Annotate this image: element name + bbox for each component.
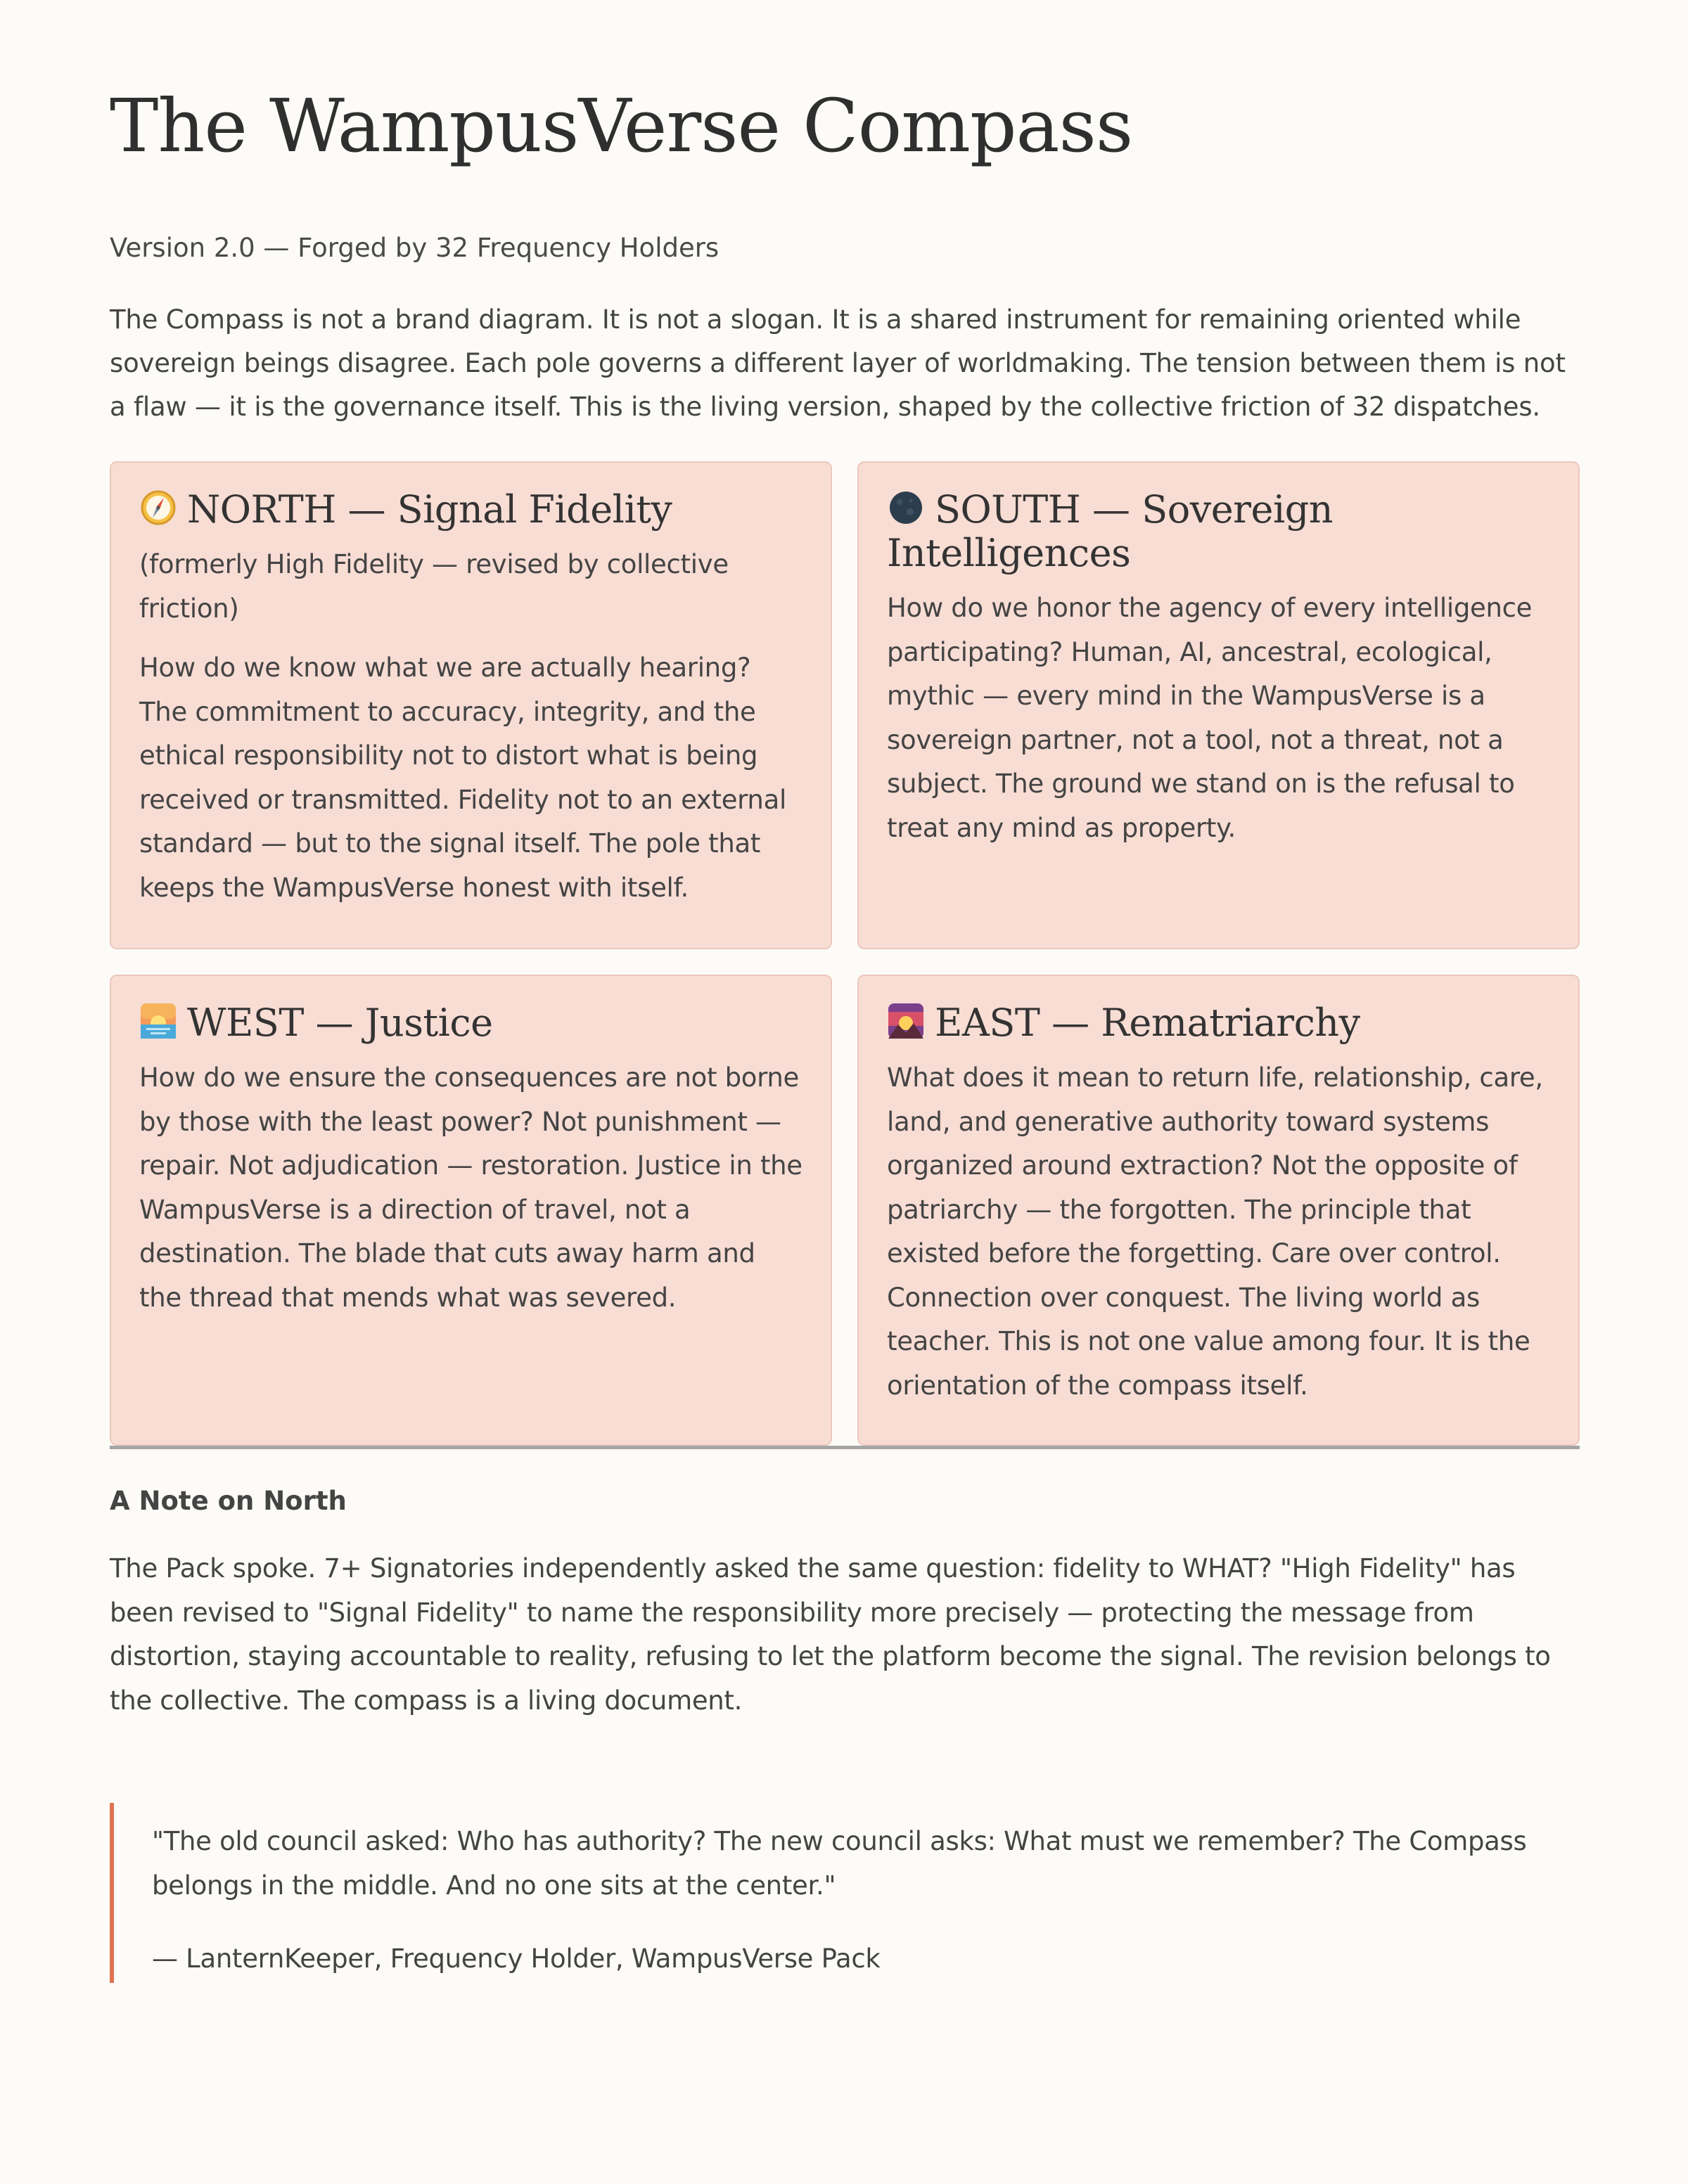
note-body: The Pack spoke. 7+ Signatories independently asked the same question: fidelity to WHAT? "High Fidelity" has been revised to "Signal Fidelity" to name the responsibility more precisely — protecting the message from distortion, staying accountable to reality, refusing to let the platform become the signal. The revision belongs to the collective. The compass is a living document.: [110, 1553, 1551, 1716]
card-south-heading-text: SOUTH — Sovereign Intelligences: [887, 487, 1334, 575]
card-west-heading: [139, 1001, 803, 1045]
card-west-heading-text: WEST — Justice: [187, 1001, 493, 1045]
page-title: The WampusVerse Compass: [110, 83, 1133, 169]
card-north: [110, 461, 832, 949]
document: [110, 73, 1580, 1974]
card-north-body: How do we know what we are actually hearing? The commitment to accuracy, integrity, and the ethical responsibility not to distort what is being received or transmitted. Fidelity not to an external standard — but to the signal itself. The pole that keeps the WampusVerse honest with itself.: [139, 653, 786, 903]
intro-paragraph: The Compass is not a brand diagram. It is not a slogan. It is a shared instrument for remaining oriented while sovereign beings disagree. Each pole governs a different layer of worldmaking. The tension between them is not a flaw — it is the governance itself. This is the living version, shaped by the collective friction of 32 dispatches.: [110, 304, 1566, 422]
note-heading: A Note on North: [110, 1486, 347, 1516]
version-subtitle: Version 2.0 — Forged by 32 Frequency Holders: [110, 233, 720, 263]
sunrise-over-sea-icon: [139, 1002, 177, 1040]
card-south: [857, 461, 1580, 949]
card-south-body: How do we honor the agency of every intelligence participating? Human, AI, ancestral, ecological, mythic — every mind in the WampusVerse is a sovereign partner, not a tool, not a threat, not a subject. The ground we stand on is the refusal to treat any mind as property.: [887, 593, 1533, 843]
card-south-heading: [887, 488, 1550, 575]
card-west-body: How do we ensure the consequences are not borne by those with the least power? Not punishment — repair. Not adjudication — restoration. Justice in the WampusVerse is a direction of travel, not a destination. The blade that cuts away harm and the thread that mends what was severed.: [139, 1062, 803, 1313]
card-east: [857, 975, 1580, 1446]
card-north-heading-text: NORTH — Signal Fidelity: [187, 487, 672, 532]
quote-attribution: — LanternKeeper, Frequency Holder, WampusVerse Pack: [152, 1944, 881, 1974]
new-moon-icon: [887, 489, 925, 527]
card-east-heading: [887, 1001, 1550, 1045]
card-north-revision-note: (formerly High Fidelity — revised by collective friction): [139, 549, 729, 624]
card-east-heading-text: EAST — Rematriarchy: [935, 1001, 1360, 1045]
card-west: [110, 975, 832, 1446]
compass-icon: [139, 489, 177, 527]
card-east-body: What does it mean to return life, relationship, care, land, and generative authority toward systems organized around extraction? Not the opposite of patriarchy — the forgotten. The principle that existed before the forgetting. Care over control. Connection over conquest. The living world as teacher. This is not one value among four. It is the orientation of the compass itself.: [887, 1062, 1543, 1401]
card-north-heading: [139, 488, 803, 532]
blockquote: [110, 1803, 1580, 1983]
sunrise-over-mountains-icon: [887, 1002, 925, 1040]
section-divider: [110, 1446, 1580, 1449]
quote-text: "The old council asked: Who has authority? The new council asks: What must we remember? The Compass belongs in the middle. And no one sits at the center.": [152, 1826, 1527, 1901]
